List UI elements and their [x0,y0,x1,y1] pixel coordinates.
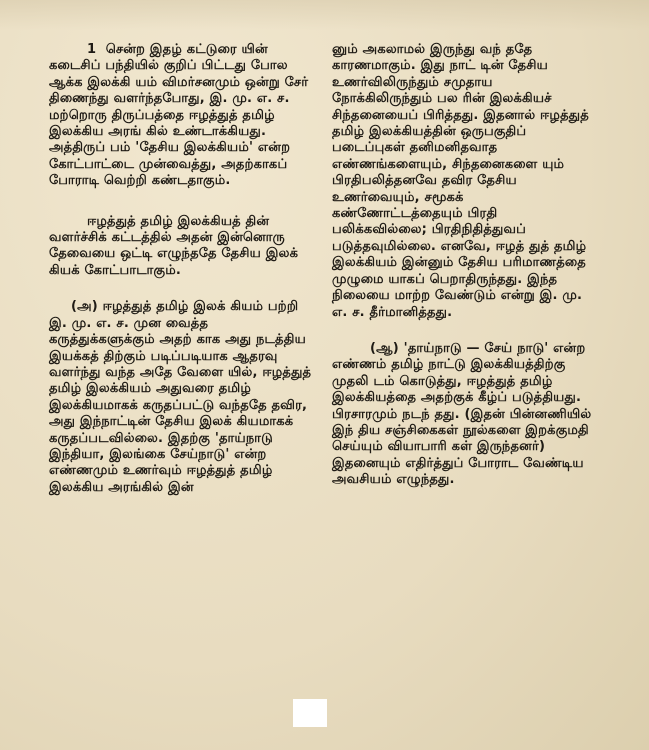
paragraph-1-text: சென்ற இதழ் கட்டுரை யின் கடைசிப் பந்தியில் குறிப் பிட்டது போல ஆக்க இலக்கி யம் விமர்சனமும் ஒன்று சேர் திணைந்து வளர்ந்தபோது, இ. மு. எ. ச. மற்றொரு திருப்பத்தை ஈழத்துத் தமிழ் இலக்கிய அரங் கில் உண்டாக்கியது. அத்திருப் பம் 'தேசிய இலக்கியம்' என்ற கோட்பாட்டை முன்வைத்து, அதற்காகப் போராடி வெற்றி கண்டதாகும். [49,42,313,189]
paragraph-number: 1 [87,42,97,57]
paragraph-2: ஈழத்துத் தமிழ் இலக்கியத் தின் வளர்ச்சிக் கட்டத்தில் அதன் இன்னொரு தேவையை ஒட்டி எழுந்ததே தேசிய இலக் கியக் கோட்பாடாகும். [49,213,303,278]
paragraph-3: (அ) ஈழத்துத் தமிழ் இலக் கியம் பற்றி இ. மு. எ. ச. முன வைத்த கருத்துக்களுக்கும் அதற் காக அது நடத்திய இயக்கத் திற்கும் படிப்படியாக ஆதரவு வளர்ந்து வந்த அதே வேளை யில், ஈழத்துத் தமிழ் இலக்கியம் அதுவரை தமிழ் இலக்கியமாகக் கருதப்பட்டு வந்ததே தவிர, அது இந்நாட்டின் தேசிய இலக் கியமாகக் கருதப்படவில்லை. இதற்கு 'தாய்நாடு இந்தியா, இலங்கை சேய்நாடு' என்ற எண்ணமும் உணர்வும் ஈழத்துத் தமிழ் இலக்கிய அரங்கில் இன் [49,299,316,495]
page-top-shading [0,0,649,30]
paragraph-continuation: னும் அகலாமல் இருந்து வந் ததே காரணமாகும். இது நாட் டின் தேசிய உணர்விலிருந்தும் சமுதாய நோக்கிலிருந்தும் பல ரின் இலக்கியச் சிந்தனையைப் பிரித்தது. இதனால் ஈழத்துத் தமிழ் இலக்கியத்தின் ஒருபகுதிப் படைப்புகள் தனிமனிதவாத எண்ணங்களையும், சிந்தனைகளை யும் பிரதிபலித்தனவே தவிர தேசிய உணர்வையும், சமூகக் கண்ணோட்டத்தையும் பிரதி பலிக்கவில்லை; பிரதிநிதித்துவப் படுத்தவுமில்லை. எனவே, ஈழத் துத் தமிழ் இலக்கியம் இன்னும் தேசிய பரிமாணத்தை முழுமை யாகப் பெறாதிருந்தது. இந்த நிலையை மாற்ற வேண்டும் என்று இ. மு. எ. ச. தீர்மானித்தது. [332,42,594,320]
right-column [332,42,597,489]
paragraph-aa: (ஆ) 'தாய்நாடு — சேய் நாடு' என்ற எண்ணம் தமிழ் நாட்டு இலக்கியத்திற்கு முதலி டம் கொடுத்து, ஈழத்துத் தமிழ் இலக்கியத்தை அதற்குக் கீழ்ப் படுத்தியது. பிரசாரமும் நடந் தது. (இதன் பின்னணியில் இந் திய சஞ்சிகைகள் நூல்களை இறக்குமதி செய்யும் வியாபாரி கள் இருந்தனர்) இதனையும் எதிர்த்துப் போராட வேண்டிய அவசியம் எழுந்தது. [332,340,597,488]
left-column [49,42,315,496]
page-number-box [293,699,327,727]
paragraph-1 [49,42,315,190]
